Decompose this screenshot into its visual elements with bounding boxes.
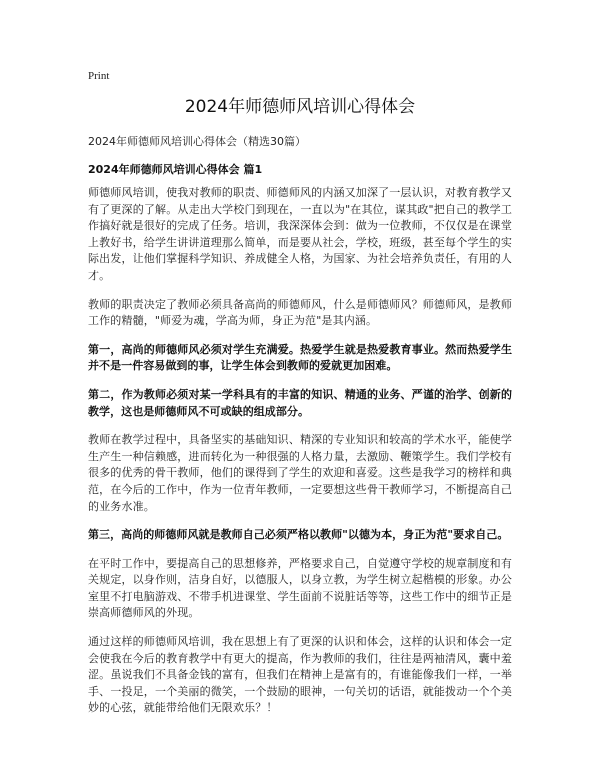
page-title: 2024年师德师风培训心得体会 (184, 97, 416, 117)
paragraph: 在平时工作中，要提高自己的思想修养，严格要求自己，自觉遵守学校的规章制度和有关规定，以身作则，洁身自好，以德服人，以身立教，为学生树立起楷模的形象。办公室里不打电脑游戏、不带手机进课堂、学生面前不说脏话等等，这些工作中的细节正是崇高师德师风的外现。 (88, 556, 512, 620)
bold-paragraph: 第一，高尚的师德师风必须对学生充满爱。热爱学生就是热爱教育事业。然而热爱学生并不是一件容易做到的事，让学生体会到教师的爱就更加困难。 (88, 342, 512, 373)
document-subtitle: 2024年师德师风培训心得体会（精选30篇） (88, 135, 306, 148)
section-title: 2024年师德师风培训心得体会 篇1 (88, 163, 263, 176)
paragraph: 教师的职责决定了教师必须具备高尚的师德师风，什么是师德师风？师德师风，是教师工作的精髓，"师爱为魂，学高为师，身正为范"是其内涵。 (88, 297, 512, 328)
bold-paragraph: 第二，作为教师必须对某一学科具有的丰富的知识、精通的业务、严谨的治学、创新的教学，这也是师德师风不可或缺的组成部分。 (88, 387, 512, 418)
paragraph: 师德师风培训，使我对教师的职责、师德师风的内涵又加深了一层认识，对教育教学又有了更深的了解。从走出大学校门到现在，一直以为"在其位，谋其政"把自己的教学工作搞好就是很好的完成了任务。培训，我深深体会到：做为一位教师，不仅仅是在课堂上教好书，给学生讲讲道理那么简单，而是要从社会，学校，班级，甚至每个学生的实际出发，让他们掌握科学知识、养成健全人格，为国家、为社会培养负责任，有用的人才。 (88, 186, 512, 282)
bold-paragraph: 第三，高尚的师德师风就是教师自己必须严格以教师"以德为本，身正为范"要求自己。 (88, 528, 509, 542)
paragraph: 通过这样的师德师风培训，我在思想上有了更深的认识和体会，这样的认识和体会一定会使我在今后的教育教学中有更大的提高，作为教师的我们，往往是两袖清风，囊中羞涩。虽说我们不具备金钱的富有，但我们在精神上是富有的，有谁能像我们一样，一举手、一投足，一个美丽的微笑，一个鼓励的眼神，一句关切的话语，就能拨动一个个美妙的心弦，就能带给他们无限欢乐？！ (88, 635, 512, 715)
paragraph: 教师在教学过程中，具备坚实的基础知识、精深的专业知识和较高的学术水平，能使学生产生一种信赖感，进而转化为一种很强的人格力量，去激励、鞭策学生。我们学校有很多的优秀的骨干教师，他们的课得到了学生的欢迎和喜爱。这些是我学习的榜样和典范，在今后的工作中，作为一位青年教师，一定要想这些骨干教师学习，不断提高自己的业务水准。 (88, 433, 512, 513)
document-body (88, 185, 512, 729)
print-link[interactable]: Print (88, 70, 110, 82)
